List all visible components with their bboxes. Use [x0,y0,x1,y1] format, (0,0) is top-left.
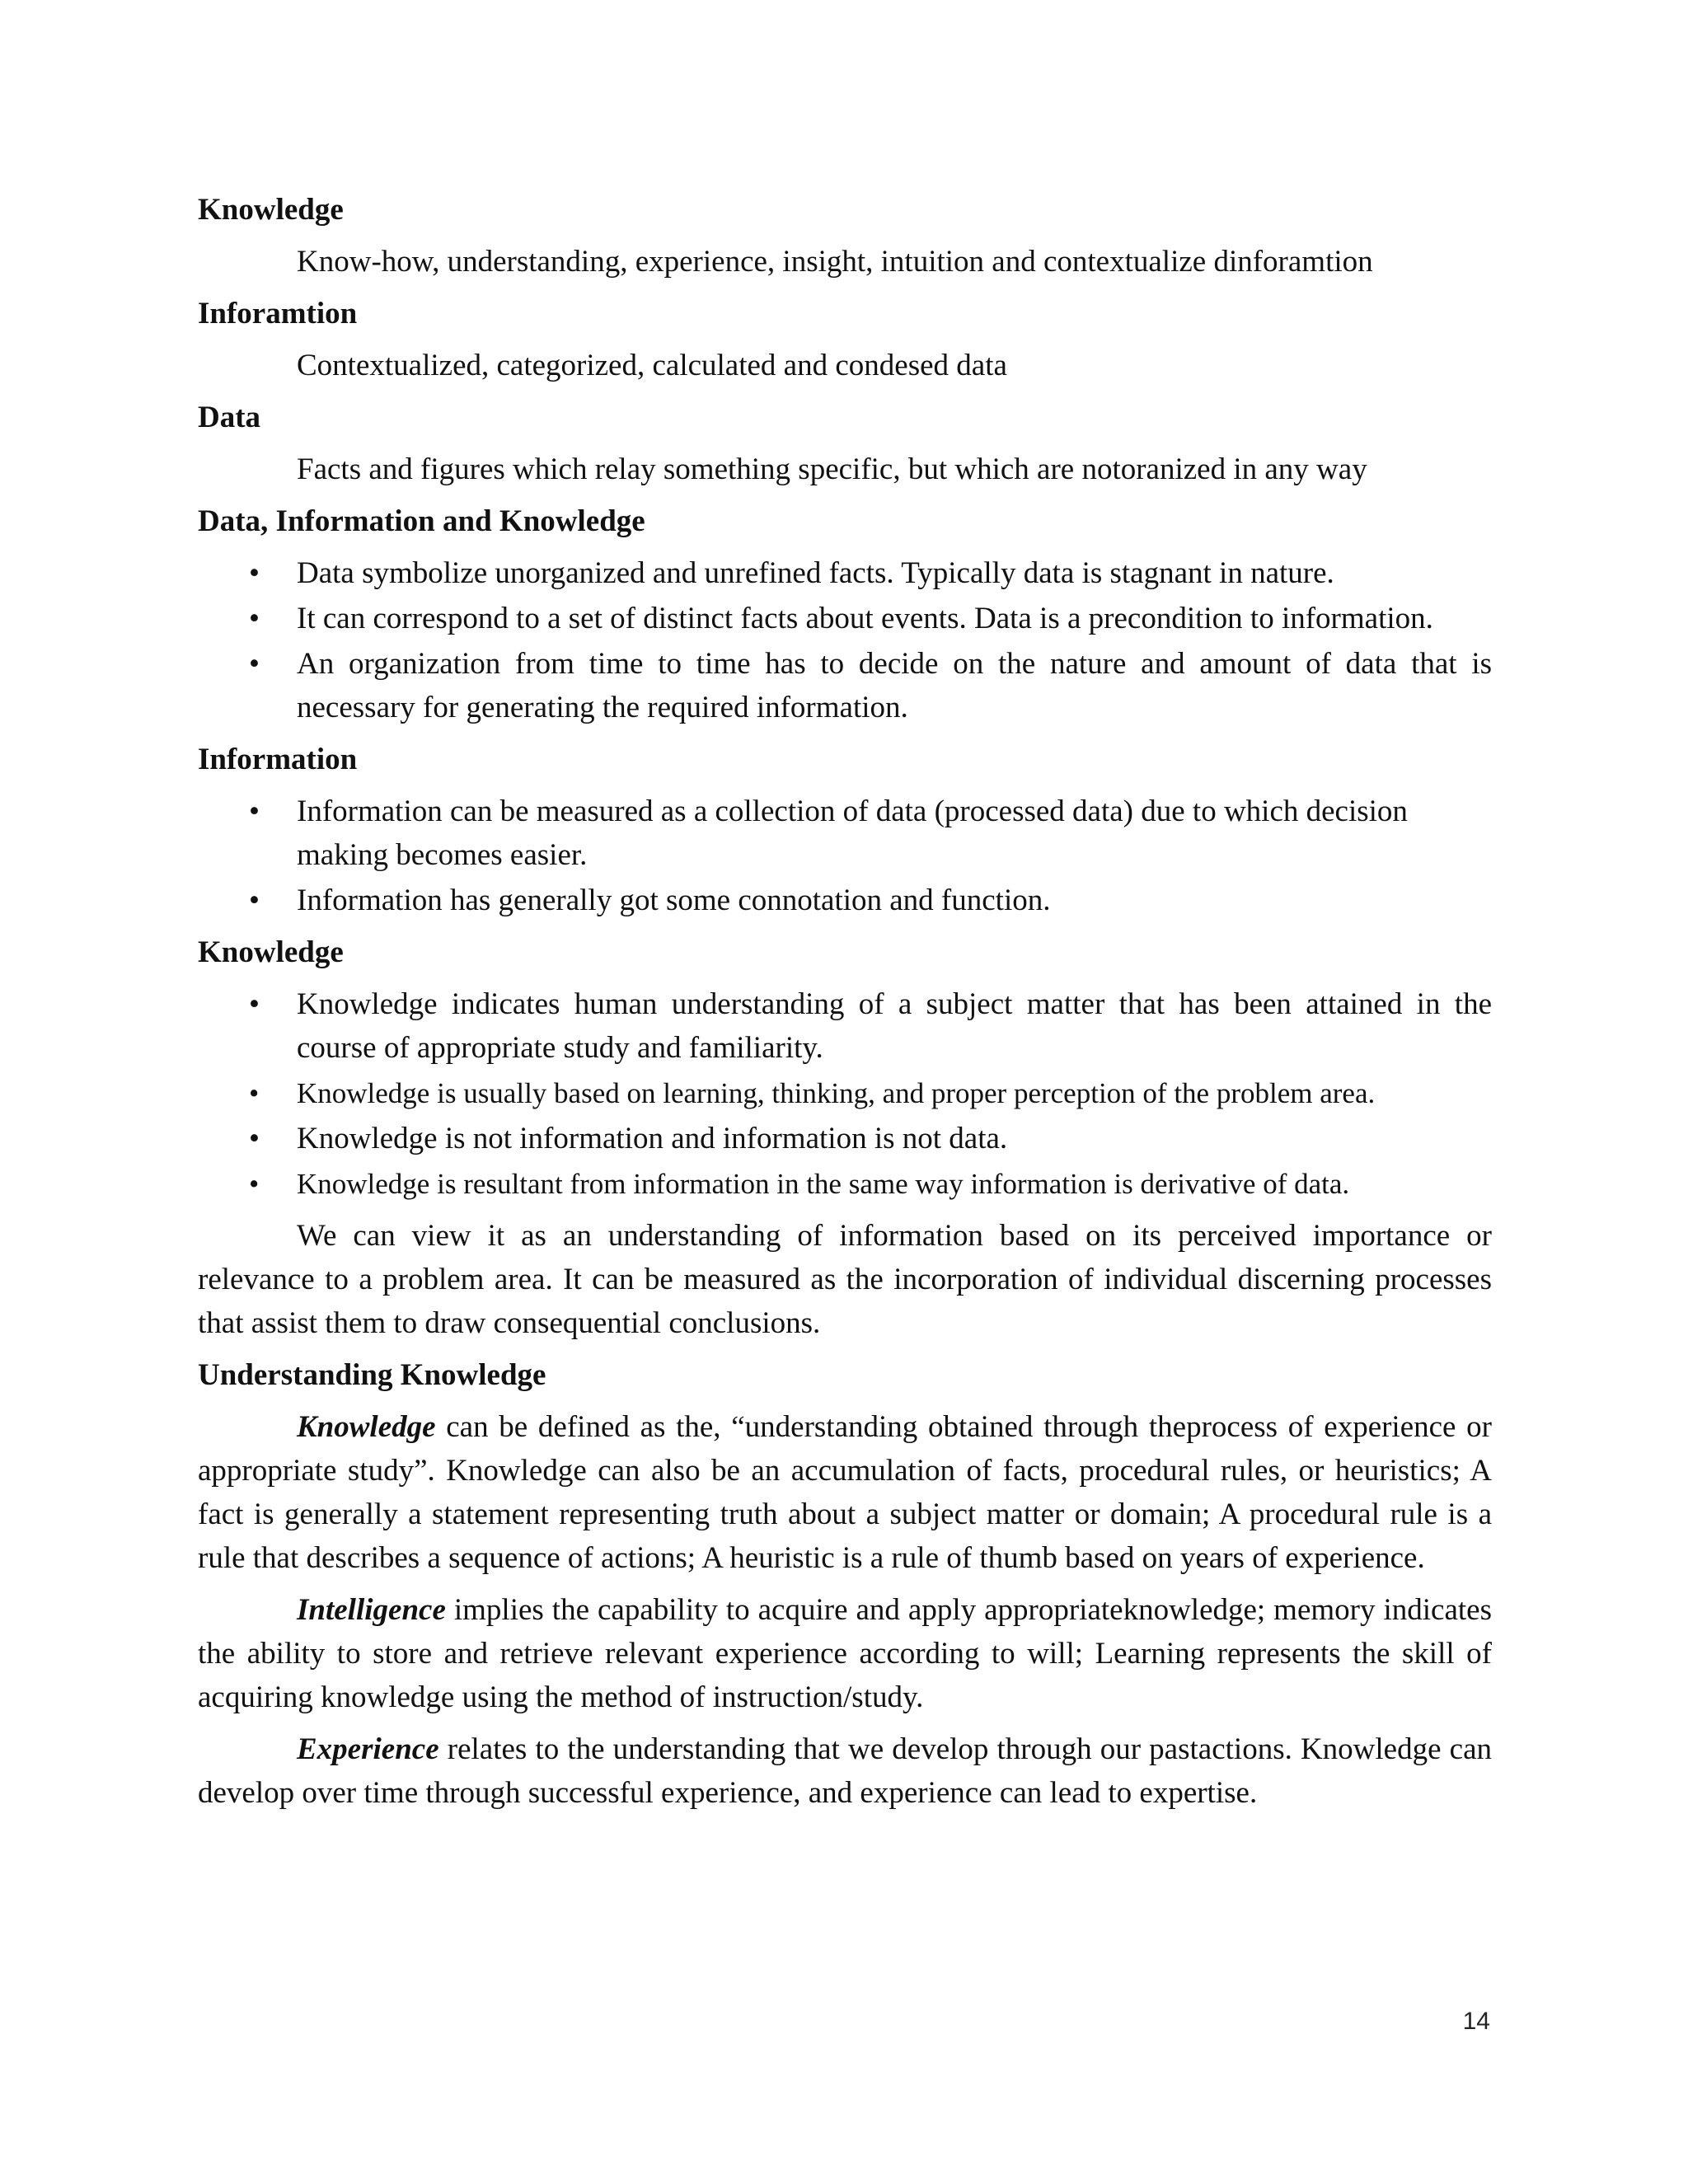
paragraph-knowledge-definition [198,1405,1492,1580]
page-number: 14 [1462,2008,1490,2035]
bullet-icon: • [249,647,260,681]
information-definition-text: Contextualized, categorized, calculated and condesed data [297,349,1007,382]
bullet-icon: • [249,1122,260,1155]
list-item-text: Knowledge is not information and information is not data. [297,1122,1008,1155]
dik-bullet-list [198,551,1492,729]
list-item [198,790,1492,877]
heading-knowledge-definition: Knowledge [198,193,344,227]
list-item [198,879,1492,922]
paragraph-text: relates to the understanding that we develop through our pastactions. Knowledge can develop over time through successful experience, and experience can lead to expertise. [198,1732,1492,1810]
list-item-text: An organization from time to time has to decide on the nature and amount of data that is necessary for generating the required information. [297,647,1492,724]
list-item-text: Information has generally got some connotation and function. [297,883,1051,917]
bullet-icon: • [249,1077,260,1109]
list-item [198,1071,1492,1115]
paragraph-intelligence [198,1588,1492,1719]
bullet-icon: • [249,1168,260,1200]
list-item-text: Knowledge indicates human understanding of a subject matter that has been attained in the course of appropriate study and familiarity. [297,987,1492,1065]
list-item [198,642,1492,729]
list-item-text: Knowledge is usually based on learning, thinking, and proper perception of the problem area. [297,1077,1376,1109]
term-experience: Experience [297,1732,439,1766]
heading-information-definition: Inforamtion [198,297,358,330]
list-item [198,551,1492,595]
data-definition-text: Facts and figures which relay something specific, but which are notoranized in any way [297,452,1367,486]
heading-data-information-knowledge: Data, Information and Knowledge [198,504,645,538]
knowledge-definition-text: Know-how, understanding, experience, insight, intuition and contextualize dinforamtion [297,245,1373,279]
bullet-icon: • [249,602,260,635]
heading-understanding-knowledge: Understanding Knowledge [198,1358,546,1392]
list-item [198,597,1492,640]
page-content [198,188,1492,1823]
list-item [198,1117,1492,1160]
term-knowledge: Knowledge [297,1410,436,1444]
list-item-text: It can correspond to a set of distinct facts about events. Data is a precondition to information. [297,602,1433,635]
list-item-text: Information can be measured as a collection of data (processed data) due to which decision making becomes easier. [297,794,1408,872]
list-item [198,1162,1492,1206]
paragraph-text: implies the capability to acquire and apply appropriateknowledge; memory indicates the ability to store and retrieve relevant experience according to will; Learning represents the skill of acquiring knowledge using the method of instruction/study. [198,1593,1492,1714]
list-item-text: Data symbolize unorganized and unrefined facts. Typically data is stagnant in nature. [297,556,1334,590]
heading-knowledge: Knowledge [198,935,344,969]
list-item-text: Knowledge is resultant from information in the same way information is derivative of data. [297,1168,1350,1200]
heading-information: Information [198,743,358,776]
bullet-icon: • [249,794,260,828]
bullet-icon: • [249,556,260,590]
paragraph-experience [198,1727,1492,1815]
knowledge-paragraph: We can view it as an understanding of information based on its perceived importance or relevance to a problem area. It can be measured as the incorporation of individual discerning processes that assist them to draw consequential conclusions. [198,1219,1492,1340]
knowledge-bullet-list [198,982,1492,1206]
paragraph-text: can be defined as the, “understanding obtained through theprocess of experience or appropriate study”. Knowledge can also be an accumulation of facts, procedural rules, or heuristics; A fact is generally a statement representing truth about a subject matter or domain; A procedural rule is a rule that describes a sequence of actions; A heuristic is a rule of thumb based on years of experience. [198,1410,1492,1575]
information-bullet-list [198,790,1492,922]
list-item [198,982,1492,1070]
term-intelligence: Intelligence [297,1593,446,1627]
heading-data-definition: Data [198,401,261,434]
bullet-icon: • [249,883,260,917]
bullet-icon: • [249,987,260,1021]
